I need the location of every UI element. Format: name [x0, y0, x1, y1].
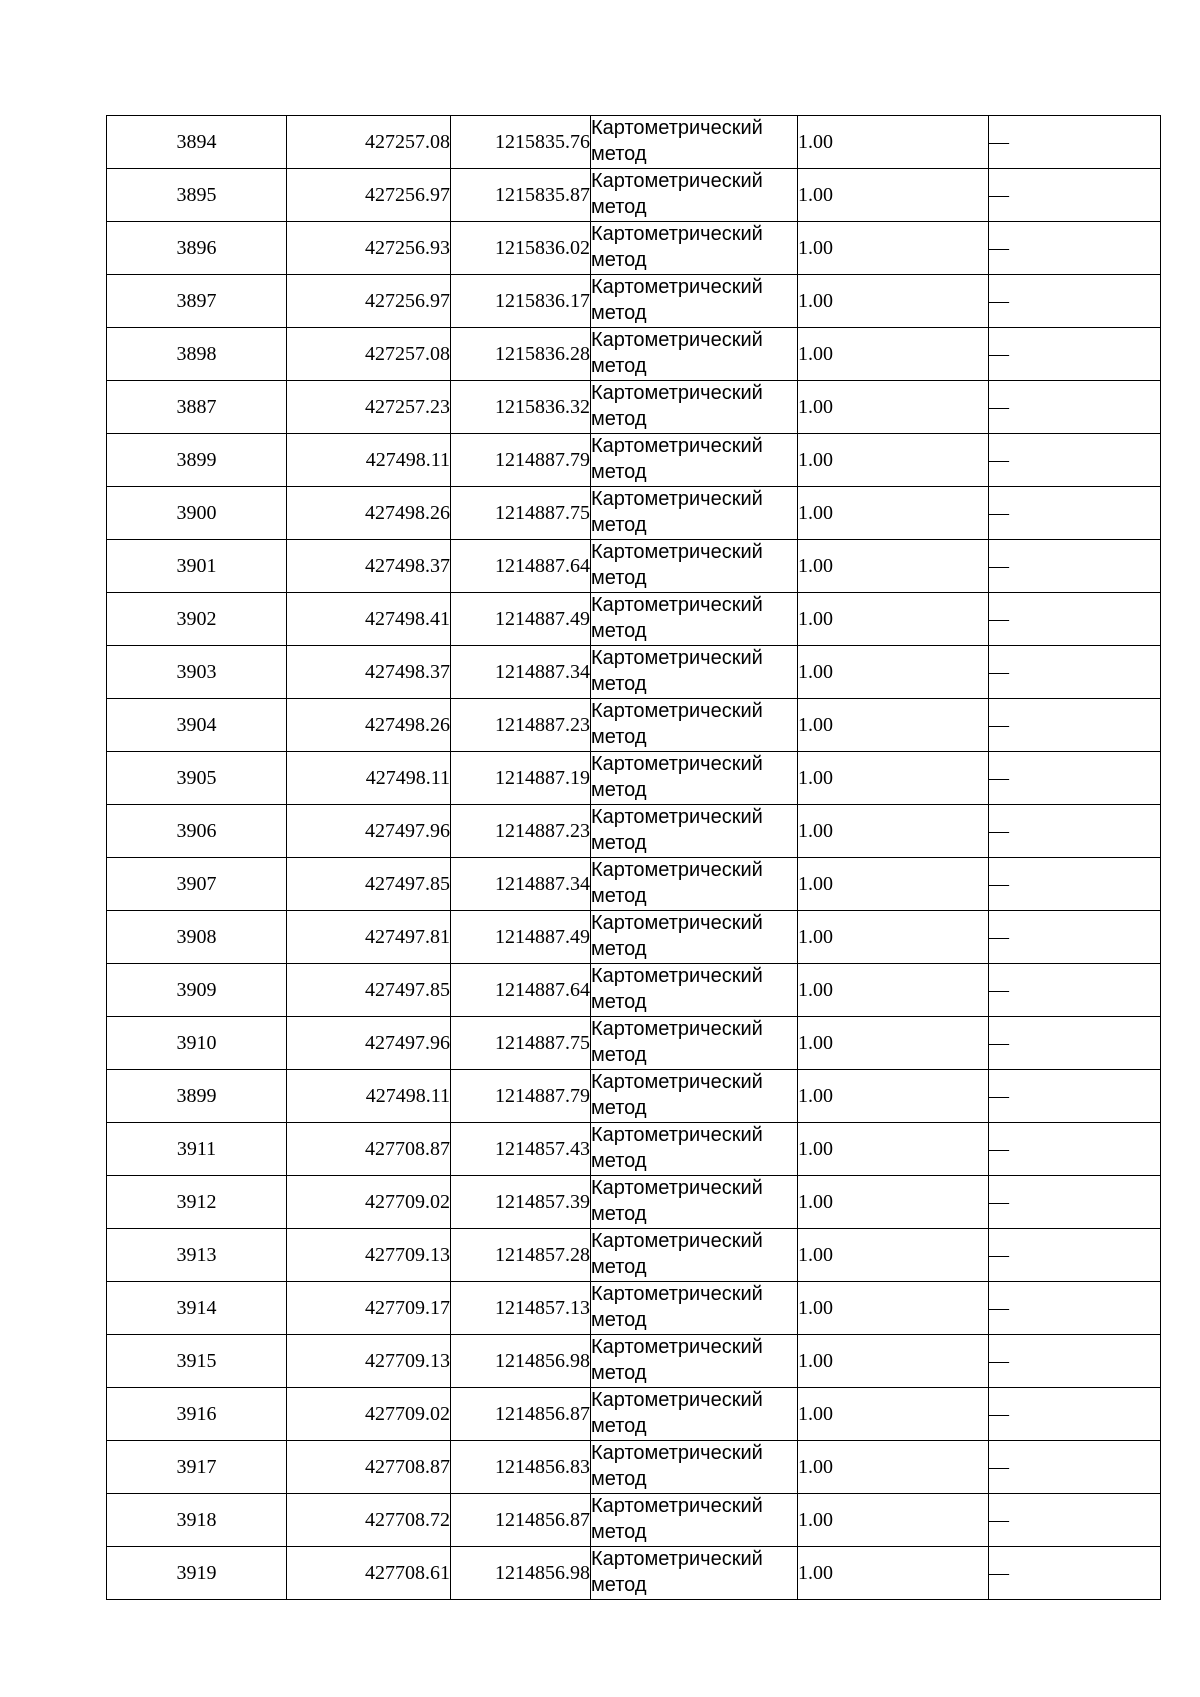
method-text-line1: Картометрический: [591, 1230, 763, 1252]
precision-cell: 1.00: [798, 1282, 989, 1335]
point-number-cell: 3903: [107, 646, 287, 699]
method-text-line1: Картометрический: [591, 1389, 763, 1411]
x-coordinate-cell: 427256.97: [287, 275, 451, 328]
method-text-line1: Картометрический: [591, 1495, 763, 1517]
y-coordinate-cell: 1214856.87: [451, 1494, 591, 1547]
method-text-line2: метод: [591, 620, 647, 642]
method-text-line1: Картометрический: [591, 1124, 763, 1146]
description-cell: —: [989, 858, 1161, 911]
method-cell: [591, 752, 798, 805]
table-row: [107, 222, 1161, 275]
table-row: [107, 752, 1161, 805]
y-coordinate-cell: 1214857.39: [451, 1176, 591, 1229]
precision-cell: 1.00: [798, 169, 989, 222]
x-coordinate-cell: 427709.02: [287, 1388, 451, 1441]
method-cell: [591, 964, 798, 1017]
y-coordinate-cell: 1215835.87: [451, 169, 591, 222]
method-text-line1: Картометрический: [591, 700, 763, 722]
method-cell: [591, 911, 798, 964]
table-row: [107, 593, 1161, 646]
method-cell: [591, 1229, 798, 1282]
description-cell: —: [989, 222, 1161, 275]
method-text-line2: метод: [591, 408, 647, 430]
method-cell: [591, 1017, 798, 1070]
method-text-line2: метод: [591, 143, 647, 165]
point-number-cell: 3912: [107, 1176, 287, 1229]
description-cell: —: [989, 646, 1161, 699]
x-coordinate-cell: 427257.08: [287, 116, 451, 169]
table-row: [107, 381, 1161, 434]
x-coordinate-cell: 427709.02: [287, 1176, 451, 1229]
precision-cell: 1.00: [798, 1176, 989, 1229]
y-coordinate-cell: 1214857.13: [451, 1282, 591, 1335]
x-coordinate-cell: 427497.81: [287, 911, 451, 964]
x-coordinate-cell: 427497.85: [287, 964, 451, 1017]
method-cell: [591, 1335, 798, 1388]
y-coordinate-cell: 1214887.23: [451, 805, 591, 858]
x-coordinate-cell: 427708.72: [287, 1494, 451, 1547]
y-coordinate-cell: 1214887.64: [451, 540, 591, 593]
method-text-line2: метод: [591, 1150, 647, 1172]
method-cell: [591, 805, 798, 858]
x-coordinate-cell: 427497.85: [287, 858, 451, 911]
x-coordinate-cell: 427256.93: [287, 222, 451, 275]
y-coordinate-cell: 1214856.83: [451, 1441, 591, 1494]
x-coordinate-cell: 427709.13: [287, 1335, 451, 1388]
y-coordinate-cell: 1214887.75: [451, 487, 591, 540]
y-coordinate-cell: 1214887.34: [451, 858, 591, 911]
point-number-cell: 3898: [107, 328, 287, 381]
description-cell: —: [989, 1335, 1161, 1388]
table-row: [107, 487, 1161, 540]
method-text-line2: метод: [591, 1044, 647, 1066]
y-coordinate-cell: 1215836.28: [451, 328, 591, 381]
description-cell: —: [989, 593, 1161, 646]
point-number-cell: 3900: [107, 487, 287, 540]
y-coordinate-cell: 1214856.98: [451, 1335, 591, 1388]
precision-cell: 1.00: [798, 699, 989, 752]
table-row: [107, 540, 1161, 593]
method-cell: [591, 858, 798, 911]
method-cell: [591, 1441, 798, 1494]
table-row: [107, 858, 1161, 911]
method-text-line2: метод: [591, 1521, 647, 1543]
method-text-line2: метод: [591, 885, 647, 907]
coordinates-table: [106, 115, 1161, 1600]
method-text-line2: метод: [591, 938, 647, 960]
precision-cell: 1.00: [798, 1335, 989, 1388]
method-cell: [591, 1070, 798, 1123]
method-text-line1: Картометрический: [591, 1177, 763, 1199]
precision-cell: 1.00: [798, 1547, 989, 1600]
description-cell: —: [989, 1282, 1161, 1335]
method-text-line2: метод: [591, 1309, 647, 1331]
precision-cell: 1.00: [798, 911, 989, 964]
x-coordinate-cell: 427498.37: [287, 540, 451, 593]
point-number-cell: 3899: [107, 1070, 287, 1123]
precision-cell: 1.00: [798, 381, 989, 434]
description-cell: —: [989, 699, 1161, 752]
table-row: [107, 434, 1161, 487]
description-cell: —: [989, 964, 1161, 1017]
description-cell: —: [989, 116, 1161, 169]
method-text-line2: метод: [591, 567, 647, 589]
method-text-line1: Картометрический: [591, 753, 763, 775]
table-row: [107, 1229, 1161, 1282]
method-text-line2: метод: [591, 1415, 647, 1437]
method-text-line1: Картометрический: [591, 1018, 763, 1040]
precision-cell: 1.00: [798, 222, 989, 275]
precision-cell: 1.00: [798, 1070, 989, 1123]
precision-cell: 1.00: [798, 116, 989, 169]
point-number-cell: 3914: [107, 1282, 287, 1335]
y-coordinate-cell: 1214856.87: [451, 1388, 591, 1441]
method-cell: [591, 1176, 798, 1229]
x-coordinate-cell: 427498.37: [287, 646, 451, 699]
table-row: [107, 1547, 1161, 1600]
method-text-line2: метод: [591, 832, 647, 854]
method-cell: [591, 540, 798, 593]
description-cell: —: [989, 1017, 1161, 1070]
method-cell: [591, 1388, 798, 1441]
method-cell: [591, 116, 798, 169]
point-number-cell: 3915: [107, 1335, 287, 1388]
y-coordinate-cell: 1215836.17: [451, 275, 591, 328]
table-row: [107, 911, 1161, 964]
y-coordinate-cell: 1214887.49: [451, 911, 591, 964]
x-coordinate-cell: 427708.87: [287, 1441, 451, 1494]
description-cell: —: [989, 1070, 1161, 1123]
point-number-cell: 3906: [107, 805, 287, 858]
description-cell: —: [989, 381, 1161, 434]
table-row: [107, 805, 1161, 858]
precision-cell: 1.00: [798, 1494, 989, 1547]
method-text-line2: метод: [591, 673, 647, 695]
precision-cell: 1.00: [798, 434, 989, 487]
point-number-cell: 3899: [107, 434, 287, 487]
method-text-line2: метод: [591, 1097, 647, 1119]
precision-cell: 1.00: [798, 858, 989, 911]
method-text-line1: Картометрический: [591, 170, 763, 192]
y-coordinate-cell: 1215835.76: [451, 116, 591, 169]
method-text-line1: Картометрический: [591, 806, 763, 828]
table-row: [107, 1441, 1161, 1494]
precision-cell: 1.00: [798, 1229, 989, 1282]
method-text-line2: метод: [591, 355, 647, 377]
method-text-line1: Картометрический: [591, 965, 763, 987]
precision-cell: 1.00: [798, 1441, 989, 1494]
method-text-line1: Картометрический: [591, 382, 763, 404]
method-cell: [591, 487, 798, 540]
method-cell: [591, 1123, 798, 1176]
method-cell: [591, 699, 798, 752]
precision-cell: 1.00: [798, 487, 989, 540]
point-number-cell: 3887: [107, 381, 287, 434]
method-text-line1: Картометрический: [591, 1548, 763, 1570]
method-text-line1: Картометрический: [591, 276, 763, 298]
method-text-line2: метод: [591, 1468, 647, 1490]
x-coordinate-cell: 427497.96: [287, 805, 451, 858]
method-text-line2: метод: [591, 1256, 647, 1278]
x-coordinate-cell: 427498.41: [287, 593, 451, 646]
description-cell: —: [989, 275, 1161, 328]
description-cell: —: [989, 1176, 1161, 1229]
point-number-cell: 3909: [107, 964, 287, 1017]
y-coordinate-cell: 1215836.02: [451, 222, 591, 275]
method-text-line2: метод: [591, 196, 647, 218]
x-coordinate-cell: 427257.08: [287, 328, 451, 381]
point-number-cell: 3897: [107, 275, 287, 328]
y-coordinate-cell: 1214887.49: [451, 593, 591, 646]
precision-cell: 1.00: [798, 646, 989, 699]
table-row: [107, 1494, 1161, 1547]
y-coordinate-cell: 1214887.34: [451, 646, 591, 699]
method-text-line1: Картометрический: [591, 912, 763, 934]
y-coordinate-cell: 1214887.75: [451, 1017, 591, 1070]
x-coordinate-cell: 427709.17: [287, 1282, 451, 1335]
method-text-line1: Картометрический: [591, 329, 763, 351]
precision-cell: 1.00: [798, 1123, 989, 1176]
method-text-line1: Картометрический: [591, 435, 763, 457]
method-text-line1: Картометрический: [591, 647, 763, 669]
point-number-cell: 3907: [107, 858, 287, 911]
table-row: [107, 964, 1161, 1017]
description-cell: —: [989, 1388, 1161, 1441]
precision-cell: 1.00: [798, 1388, 989, 1441]
description-cell: —: [989, 434, 1161, 487]
table-row: [107, 275, 1161, 328]
x-coordinate-cell: 427498.26: [287, 487, 451, 540]
method-text-line1: Картометрический: [591, 117, 763, 139]
table-row: [107, 1335, 1161, 1388]
y-coordinate-cell: 1214856.98: [451, 1547, 591, 1600]
description-cell: —: [989, 805, 1161, 858]
method-cell: [591, 169, 798, 222]
point-number-cell: 3919: [107, 1547, 287, 1600]
table-row: [107, 699, 1161, 752]
y-coordinate-cell: 1214887.79: [451, 1070, 591, 1123]
precision-cell: 1.00: [798, 593, 989, 646]
point-number-cell: 3896: [107, 222, 287, 275]
method-text-line2: метод: [591, 249, 647, 271]
point-number-cell: 3894: [107, 116, 287, 169]
precision-cell: 1.00: [798, 964, 989, 1017]
precision-cell: 1.00: [798, 752, 989, 805]
method-text-line1: Картометрический: [591, 223, 763, 245]
y-coordinate-cell: 1214857.43: [451, 1123, 591, 1176]
x-coordinate-cell: 427708.61: [287, 1547, 451, 1600]
method-cell: [591, 434, 798, 487]
description-cell: —: [989, 328, 1161, 381]
description-cell: —: [989, 1441, 1161, 1494]
point-number-cell: 3905: [107, 752, 287, 805]
method-cell: [591, 222, 798, 275]
y-coordinate-cell: 1214857.28: [451, 1229, 591, 1282]
method-text-line1: Картометрический: [591, 1283, 763, 1305]
description-cell: —: [989, 540, 1161, 593]
method-cell: [591, 1282, 798, 1335]
description-cell: —: [989, 1123, 1161, 1176]
table-row: [107, 1282, 1161, 1335]
point-number-cell: 3901: [107, 540, 287, 593]
method-text-line2: метод: [591, 1203, 647, 1225]
y-coordinate-cell: 1214887.79: [451, 434, 591, 487]
description-cell: —: [989, 169, 1161, 222]
x-coordinate-cell: 427498.11: [287, 434, 451, 487]
description-cell: —: [989, 1494, 1161, 1547]
method-text-line1: Картометрический: [591, 859, 763, 881]
description-cell: —: [989, 1229, 1161, 1282]
table-row: [107, 169, 1161, 222]
method-text-line1: Картометрический: [591, 594, 763, 616]
method-text-line2: метод: [591, 1574, 647, 1596]
method-text-line1: Картометрический: [591, 541, 763, 563]
table-row: [107, 116, 1161, 169]
precision-cell: 1.00: [798, 540, 989, 593]
x-coordinate-cell: 427256.97: [287, 169, 451, 222]
point-number-cell: 3908: [107, 911, 287, 964]
table-row: [107, 1388, 1161, 1441]
point-number-cell: 3916: [107, 1388, 287, 1441]
description-cell: —: [989, 752, 1161, 805]
precision-cell: 1.00: [798, 805, 989, 858]
method-cell: [591, 275, 798, 328]
table-row: [107, 1176, 1161, 1229]
x-coordinate-cell: 427708.87: [287, 1123, 451, 1176]
x-coordinate-cell: 427498.11: [287, 752, 451, 805]
method-text-line1: Картометрический: [591, 1442, 763, 1464]
description-cell: —: [989, 1547, 1161, 1600]
y-coordinate-cell: 1215836.32: [451, 381, 591, 434]
method-cell: [591, 593, 798, 646]
x-coordinate-cell: 427257.23: [287, 381, 451, 434]
description-cell: —: [989, 487, 1161, 540]
point-number-cell: 3904: [107, 699, 287, 752]
y-coordinate-cell: 1214887.23: [451, 699, 591, 752]
method-text-line1: Картометрический: [591, 1071, 763, 1093]
point-number-cell: 3918: [107, 1494, 287, 1547]
method-text-line2: метод: [591, 779, 647, 801]
method-text-line1: Картометрический: [591, 488, 763, 510]
method-cell: [591, 381, 798, 434]
point-number-cell: 3911: [107, 1123, 287, 1176]
description-cell: —: [989, 911, 1161, 964]
table-row: [107, 646, 1161, 699]
point-number-cell: 3910: [107, 1017, 287, 1070]
table-row: [107, 1070, 1161, 1123]
precision-cell: 1.00: [798, 275, 989, 328]
coordinates-table-body: [107, 116, 1161, 1600]
point-number-cell: 3917: [107, 1441, 287, 1494]
method-cell: [591, 1547, 798, 1600]
precision-cell: 1.00: [798, 328, 989, 381]
point-number-cell: 3902: [107, 593, 287, 646]
x-coordinate-cell: 427497.96: [287, 1017, 451, 1070]
point-number-cell: 3895: [107, 169, 287, 222]
x-coordinate-cell: 427498.26: [287, 699, 451, 752]
precision-cell: 1.00: [798, 1017, 989, 1070]
method-text-line2: метод: [591, 514, 647, 536]
method-text-line2: метод: [591, 302, 647, 324]
table-row: [107, 328, 1161, 381]
method-text-line1: Картометрический: [591, 1336, 763, 1358]
method-text-line2: метод: [591, 461, 647, 483]
y-coordinate-cell: 1214887.64: [451, 964, 591, 1017]
table-row: [107, 1017, 1161, 1070]
method-text-line2: метод: [591, 991, 647, 1013]
method-cell: [591, 328, 798, 381]
method-text-line2: метод: [591, 726, 647, 748]
y-coordinate-cell: 1214887.19: [451, 752, 591, 805]
point-number-cell: 3913: [107, 1229, 287, 1282]
method-cell: [591, 646, 798, 699]
x-coordinate-cell: 427498.11: [287, 1070, 451, 1123]
method-text-line2: метод: [591, 1362, 647, 1384]
x-coordinate-cell: 427709.13: [287, 1229, 451, 1282]
method-cell: [591, 1494, 798, 1547]
table-row: [107, 1123, 1161, 1176]
